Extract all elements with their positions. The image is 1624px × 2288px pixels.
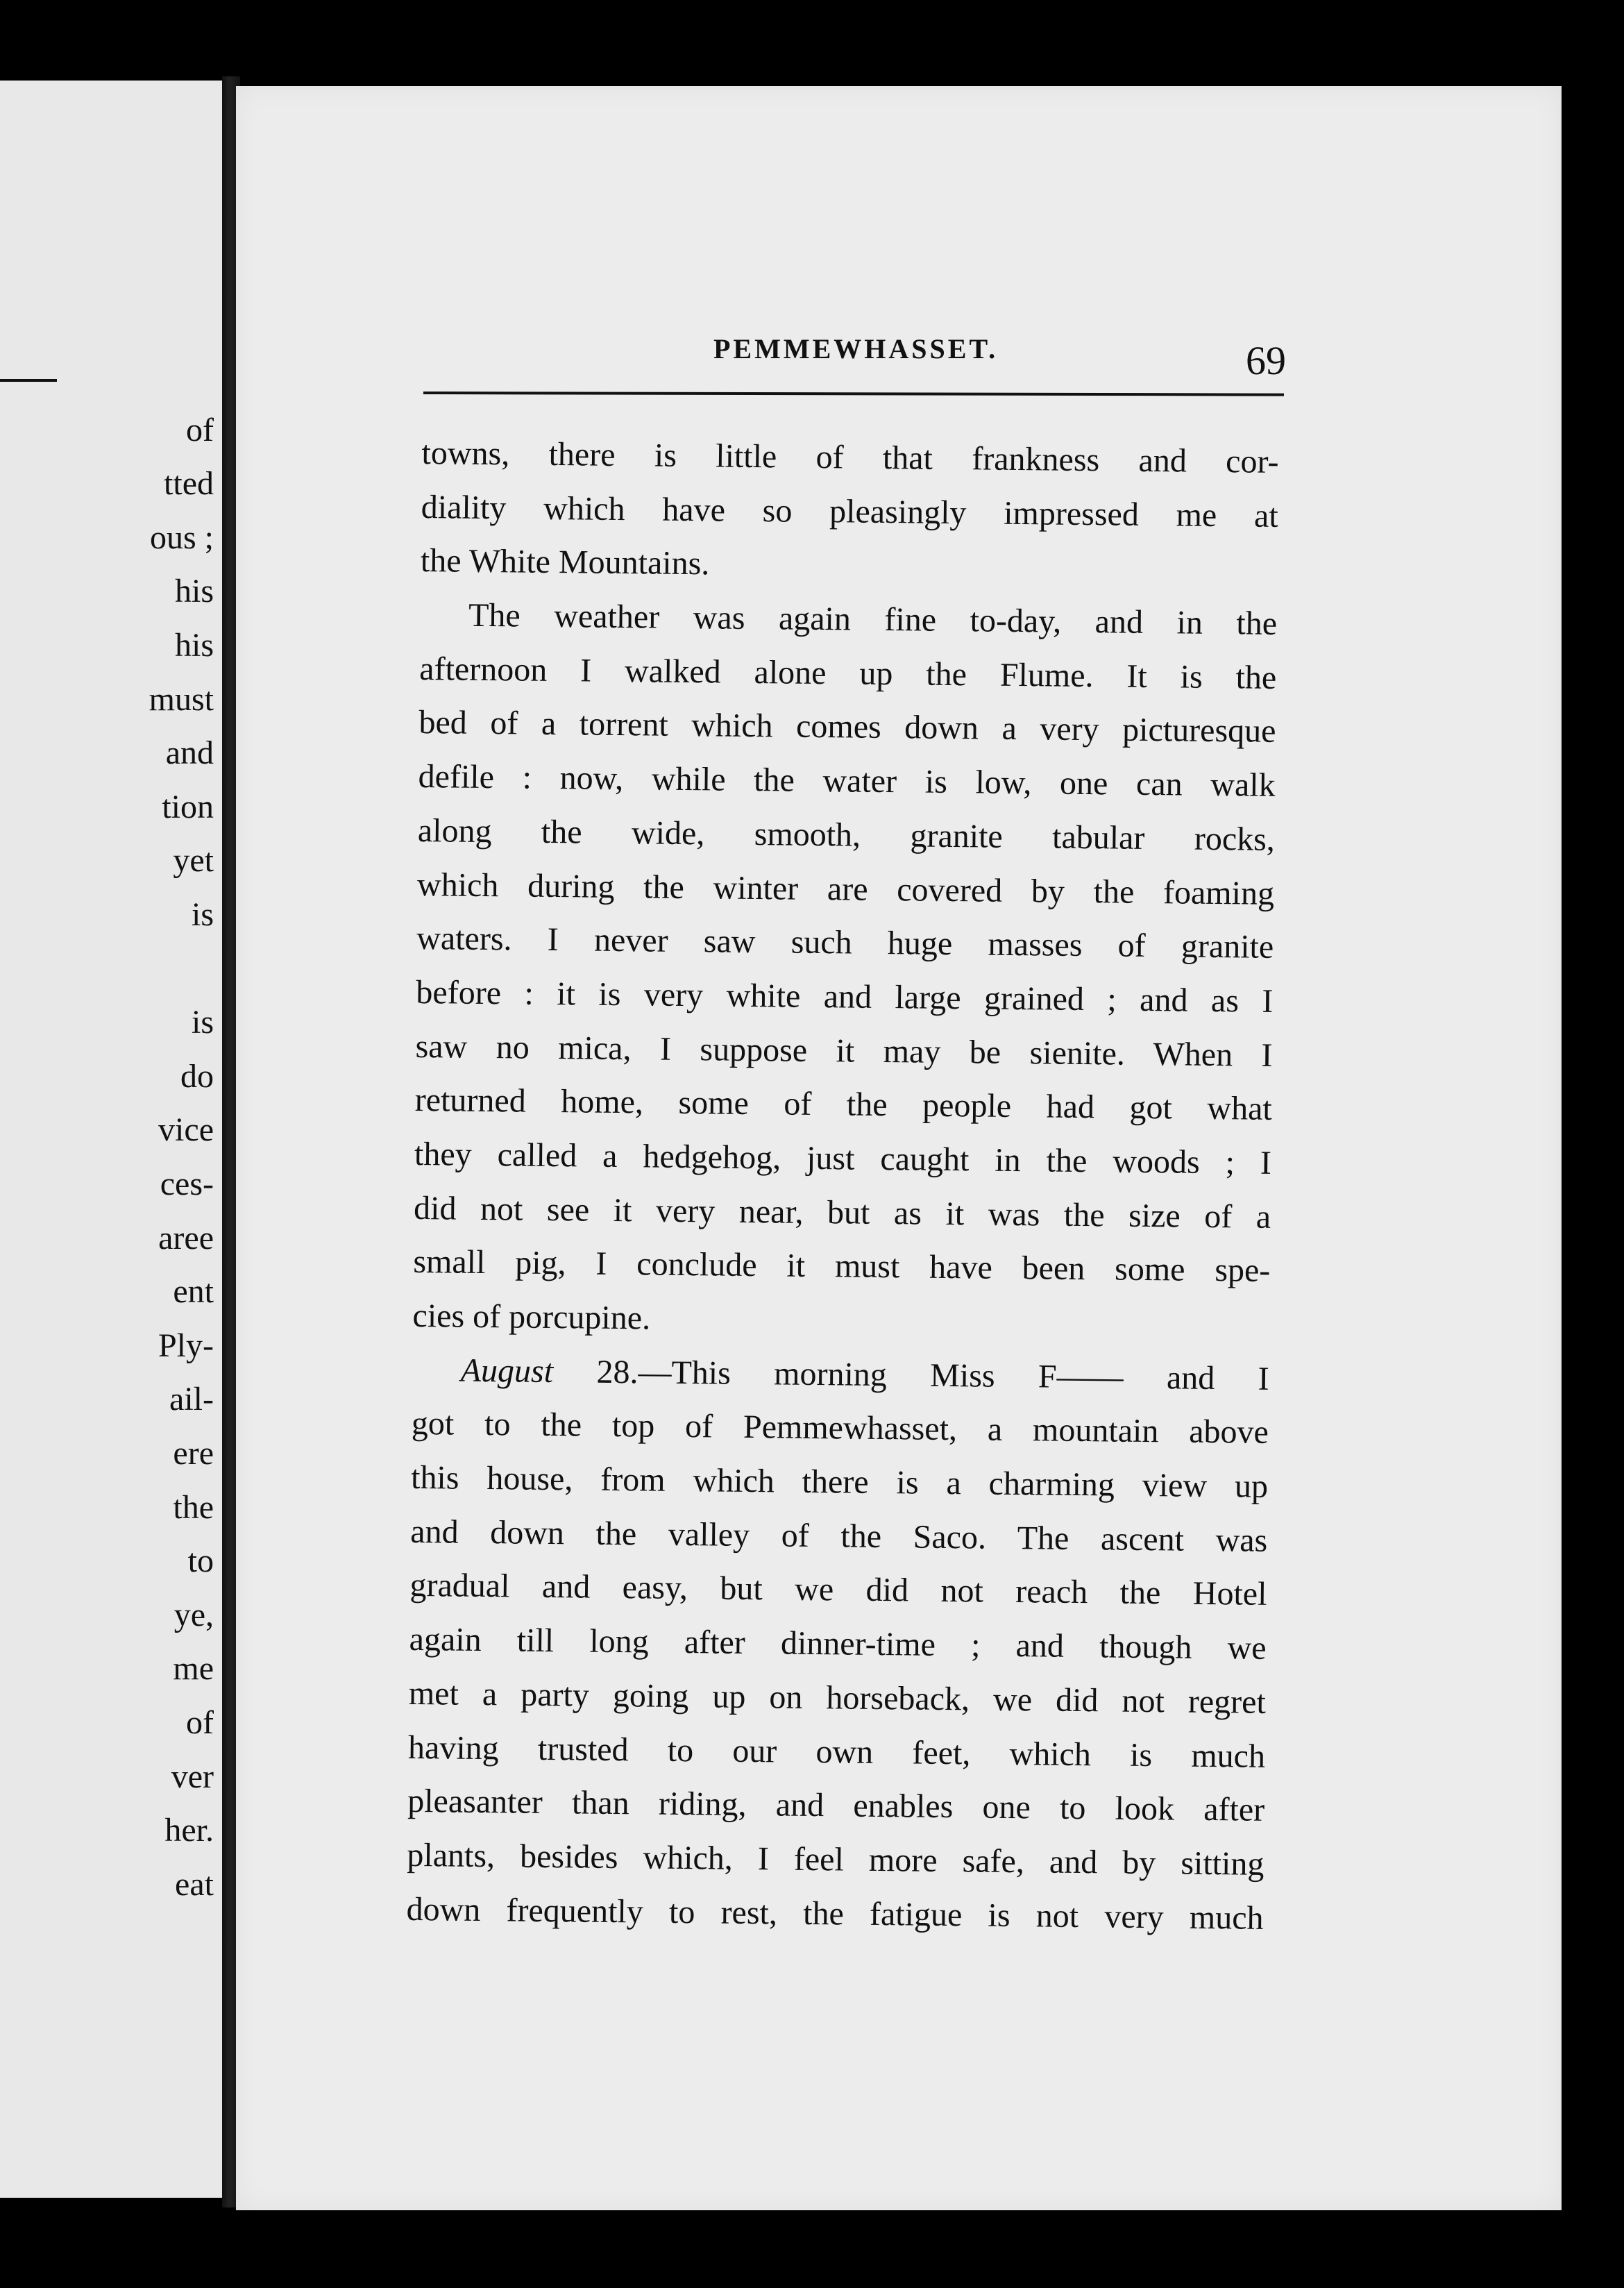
- left-line-fragment: yet: [173, 842, 214, 879]
- text-line: gradual and easy, but we did not reach the Hotel: [409, 1567, 1267, 1613]
- text-line: met a party going up on horseback, we did not regret: [408, 1674, 1267, 1721]
- text-line: along the wide, smooth, granite tabular rocks,: [417, 811, 1276, 858]
- text-line: bed of a torrent which comes down a very picturesque: [418, 704, 1276, 750]
- text-line: small pig, I conclude it must have been some spe-: [413, 1243, 1271, 1290]
- left-line-fragment: her.: [164, 1812, 214, 1849]
- page-number: 69: [1246, 338, 1286, 383]
- left-line-fragment: ver: [171, 1758, 214, 1795]
- text-line: this house, from which there is a charming view up: [410, 1458, 1269, 1505]
- left-line-fragment: ye,: [174, 1597, 214, 1633]
- text-line-dated: [412, 1343, 1269, 1406]
- text-line: again till long after dinner-time ; and though we: [409, 1621, 1267, 1667]
- text-line: cies of porcupine.: [412, 1297, 651, 1337]
- left-line-fragment: eat: [175, 1866, 214, 1903]
- text-line: waters. I never saw such huge masses of granite: [416, 920, 1274, 966]
- body-text: [406, 426, 1279, 1945]
- text-line: the White Mountains.: [420, 542, 710, 582]
- left-line-fragment: vice: [158, 1111, 214, 1148]
- left-line-fragment: ere: [173, 1435, 214, 1472]
- text-line: and down the valley of the Saco. The ascent was: [410, 1513, 1268, 1559]
- text-line: returned home, some of the people had got what: [414, 1082, 1273, 1128]
- text-line: down frequently to rest, the fatigue is not very much: [406, 1890, 1264, 1937]
- left-line-fragment: is: [191, 896, 214, 933]
- text-line: which during the winter are covered by the foaming: [416, 866, 1275, 912]
- left-line-fragment: tion: [162, 789, 214, 825]
- left-line-fragment: ent: [173, 1273, 214, 1310]
- text-line: saw no mica, I suppose it may be sienite. When I: [415, 1027, 1273, 1074]
- left-line-fragment: to: [187, 1542, 214, 1579]
- left-page-rule: [0, 379, 57, 382]
- left-line-fragment: do: [180, 1058, 214, 1095]
- left-line-fragment: and: [165, 734, 214, 771]
- text-line: having trusted to our own feet, which is much: [407, 1728, 1266, 1775]
- left-line-fragment: his: [174, 573, 214, 609]
- text-line: towns, there is little of that frankness and cor-: [421, 434, 1279, 480]
- left-line-fragment: Ply-: [158, 1327, 214, 1364]
- text-line: defile : now, while the water is low, one can walk: [418, 758, 1276, 805]
- text-line: did not see it very near, but as it was the size of a: [413, 1189, 1271, 1236]
- text-line: pleasanter than riding, and enables one to look after: [407, 1783, 1265, 1829]
- left-line-fragment: the: [173, 1489, 214, 1526]
- left-line-fragment: of: [186, 412, 214, 448]
- text-line: plants, besides which, I feel more safe, and by sitting: [407, 1836, 1264, 1883]
- left-line-fragment: aree: [158, 1220, 214, 1256]
- date-line-text: 28.—This morning Miss F—— and I: [596, 1353, 1269, 1397]
- text-line: The weather was again fine to-day, and in the: [468, 596, 1278, 642]
- left-line-fragment: is: [191, 1004, 214, 1041]
- left-line-fragment: his: [174, 627, 214, 664]
- text-line: afternoon I walked alone up the Flume. It is the: [419, 650, 1277, 696]
- left-line-fragment: must: [149, 681, 214, 718]
- date-label: August: [460, 1352, 554, 1390]
- text-line: they called a hedgehog, just caught in the woods ; I: [414, 1135, 1272, 1181]
- left-line-fragment: me: [173, 1650, 214, 1687]
- left-page: [0, 81, 226, 2198]
- right-page: [236, 86, 1562, 2210]
- running-head: PEMMEWHASSET.: [713, 333, 999, 364]
- left-line-fragment: of: [186, 1704, 214, 1741]
- text-line: got to the top of Pemmewhasset, a mountain above: [411, 1405, 1269, 1452]
- header-rule: [423, 392, 1284, 396]
- left-line-fragment: ces-: [160, 1166, 214, 1202]
- left-line-fragment: ous ;: [149, 519, 214, 556]
- left-line-fragment: ail-: [169, 1381, 214, 1418]
- text-line: before : it is very white and large grained ; and as I: [416, 973, 1274, 1020]
- left-line-fragment: tted: [164, 465, 214, 502]
- text-line: diality which have so pleasingly impressed me at: [421, 488, 1278, 535]
